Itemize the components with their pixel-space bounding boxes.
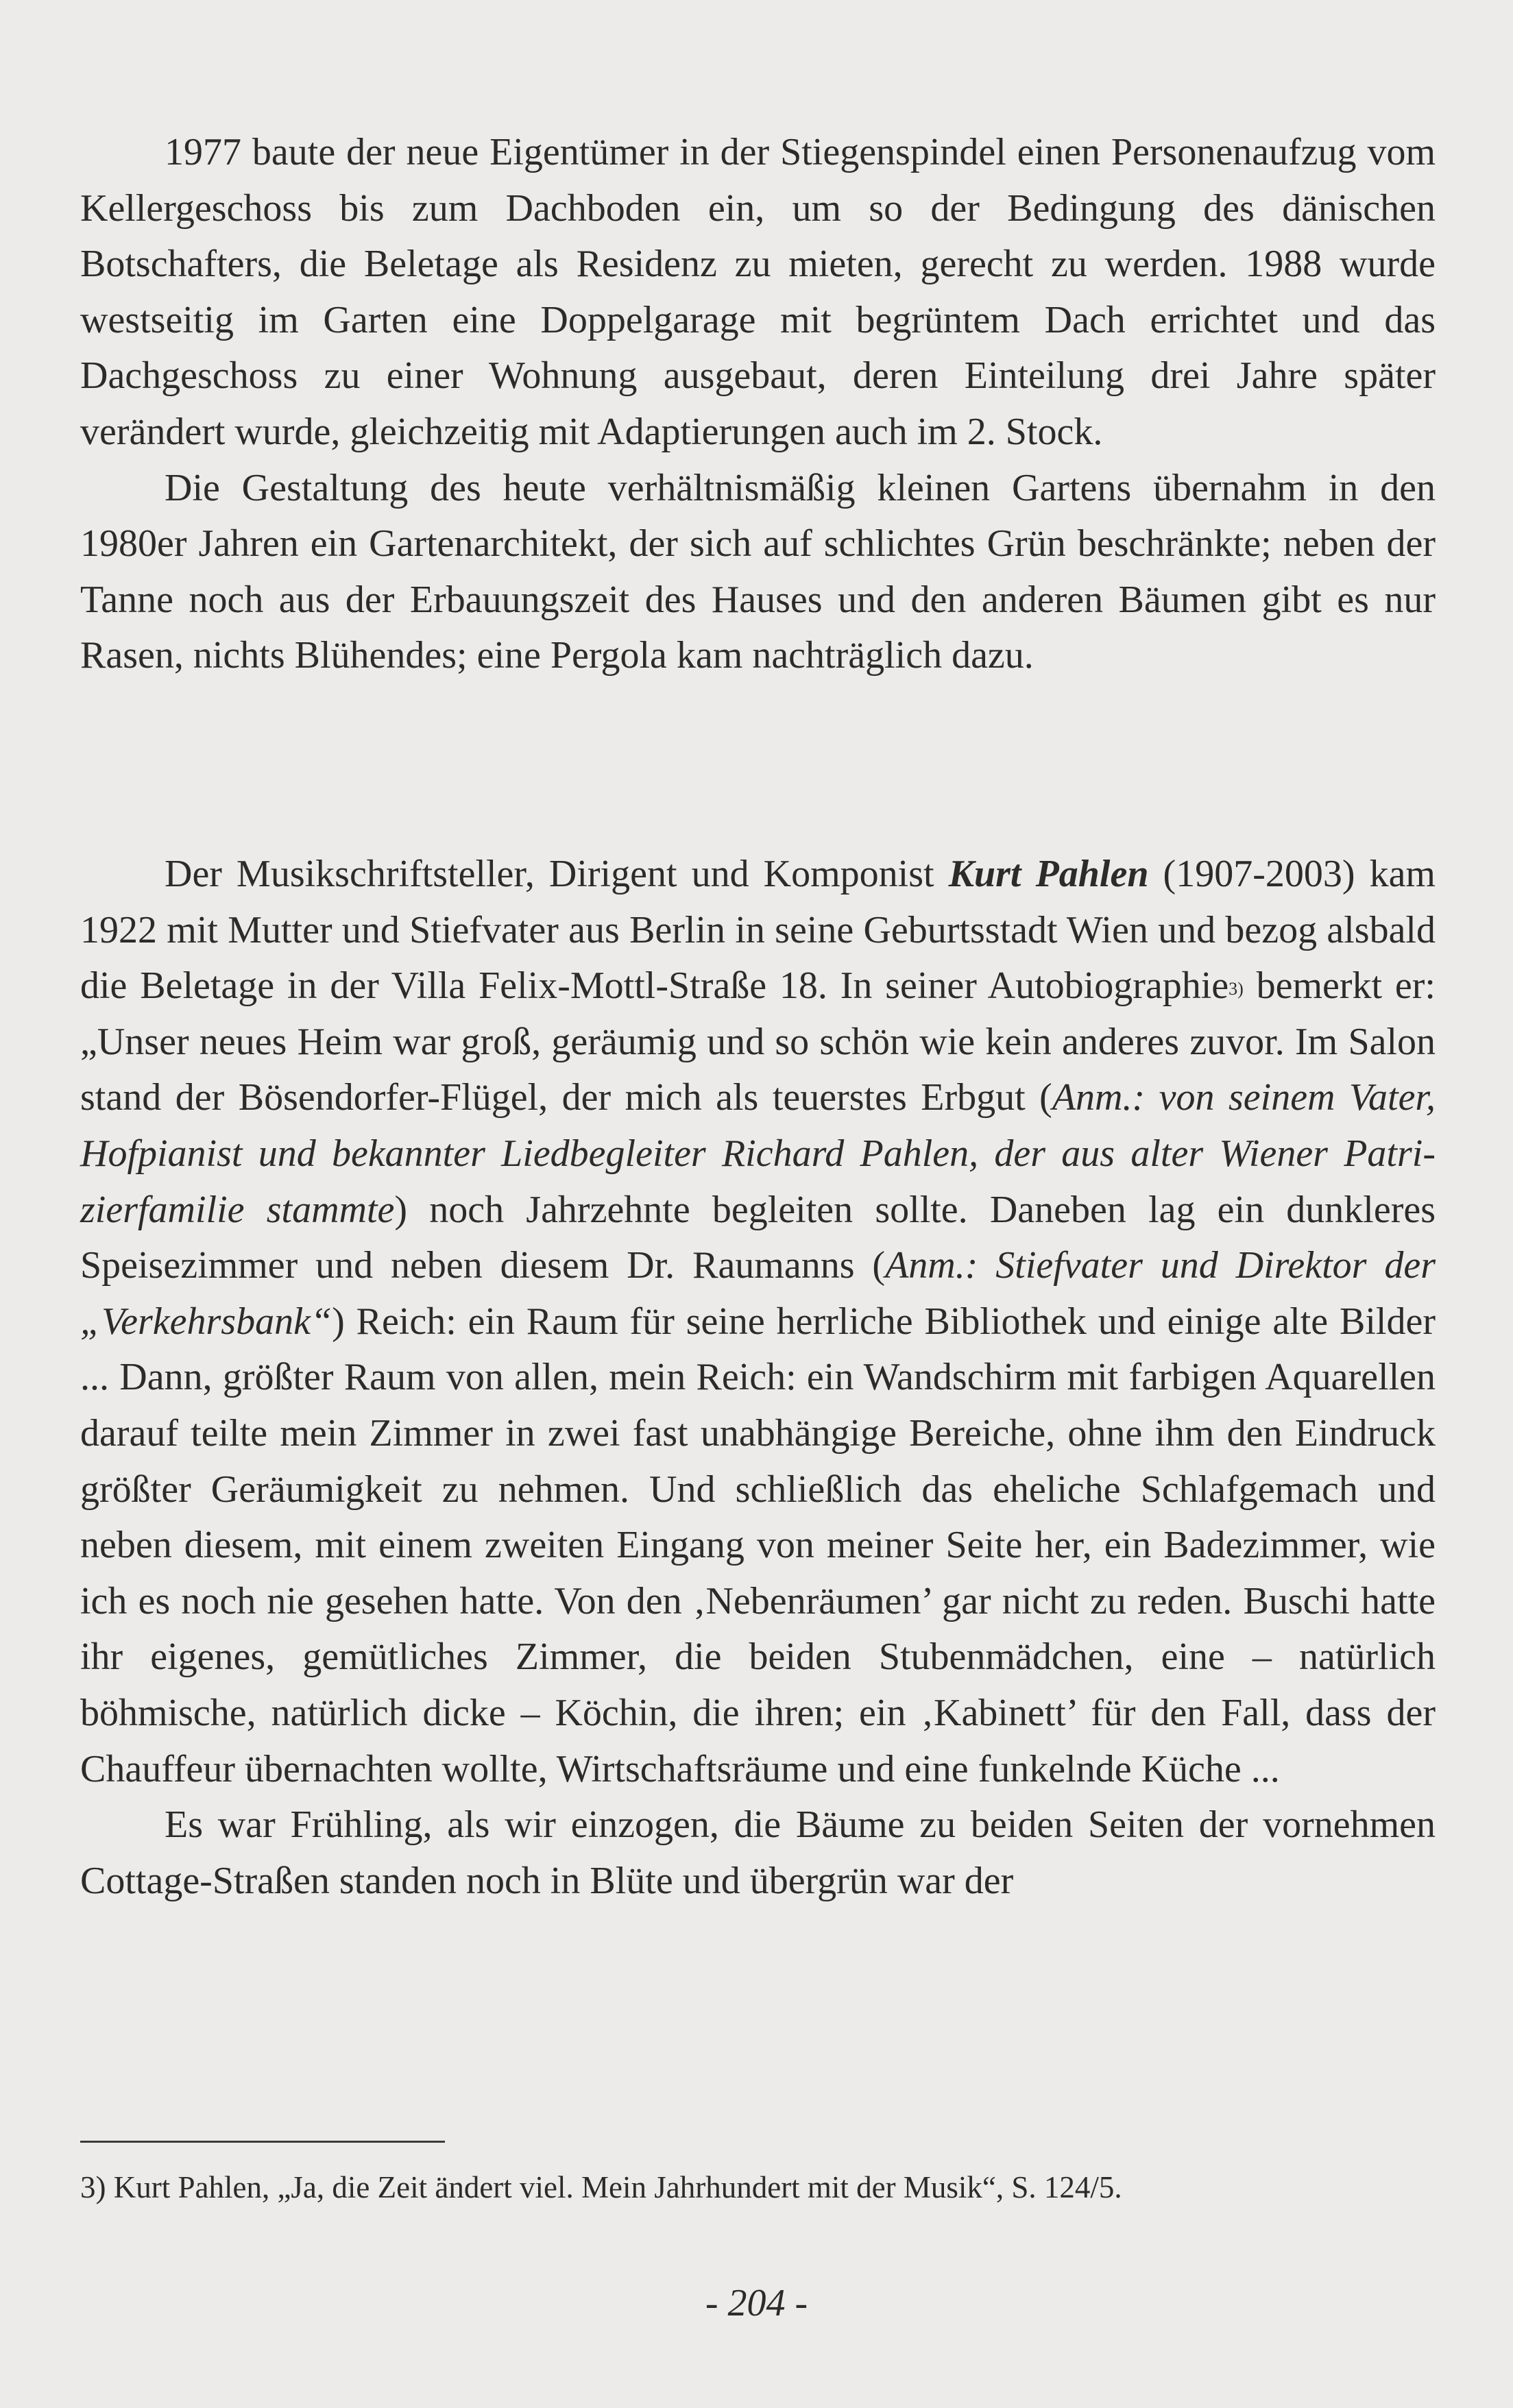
annotation-italic: Anm.: Stiefvater und Direktor der „Verkehrsbank“ (80, 1244, 1436, 1343)
text-run: ) Reich: ein Raum für seine herrliche Bibliothek und einige alte Bilder ... Dann, größter Raum von allen, mein Reich: ein Wandschirm mit farbigen Aquarellen darauf teilte mein Zimmer in zwei fast unabhängige Bereiche, ohne ihm den Eindruck größter Geräumigkeit zu nehmen. Und schließlich das eheliche Schlafgemach und neben diesem, mit einem zweiten Eingang von meiner Seite her, ein Badezimmer, wie ich es noch nie gesehen hatte. Von den ‚Nebenräumen’ gar nicht zu reden. Buschi hatte ihr eigenes, gemütliches Zimmer, die beiden Stubenmädchen, eine – natürlich böhmische, natürlich dicke – Köchin, die ihren; ein ‚Kabinett’ für den Fall, dass der Chauffeur übernachten wollte, Wirtschaftsräume und eine funkelnde Küche ... (80, 1300, 1436, 1790)
text-run: ) noch Jahrzehnte begleiten sollte. Daneben lag ein dunkleres Speisezimmer und neben diesem Dr. Raumanns ( (80, 1188, 1436, 1287)
text-run: Der Musikschriftsteller, Dirigent und Komponist (165, 853, 949, 895)
text-block-pahlen (80, 847, 1436, 1909)
paragraph-spring: Es war Frühling, als wir einzogen, die Bäume zu beiden Seiten der vornehmen Cottage-Straßen standen noch in Blüte und übergrün war der (80, 1803, 1436, 1902)
footnote: 3) Kurt Pahlen, „Ja, die Zeit ändert viel. Mein Jahrhundert mit der Musik“, S. 124/5. (80, 2170, 1122, 2204)
footnote-reference: 3) (1228, 979, 1244, 999)
paragraph-kurt-pahlen (80, 847, 1436, 1797)
text-run: (1907-2003) kam 1922 mit Mutter und Stiefvater aus Berlin in seine Geburtsstadt Wien und bezog alsbald die Beletage in der Villa Felix-Mottl-Straße 18. In seiner Autobiographie (80, 853, 1436, 1008)
text-block-top (80, 125, 1436, 684)
paragraph-elevator-garage: 1977 baute der neue Eigentümer in der Stiegenspindel einen Personenaufzug vom Kellergeschoss bis zum Dachboden ein, um so der Bedingung des dänischen Botschafters, die Beletage als Residenz zu mieten, gerecht zu werden. 1988 wurde westseitig im Garten eine Doppelgarage mit begrüntem Dach errichtet und das Dachgeschoss zu einer Wohnung ausgebaut, deren Einteilung drei Jahre später verändert wurde, gleichzeitig mit Adaptierungen auch im 2. Stock. (80, 131, 1436, 453)
paragraph-garden: Die Gestaltung des heute verhältnismäßig kleinen Gartens übernahm in den 1980er Jahren ein Gartenarchitekt, der sich auf schlichtes Grün beschränkte; neben der Tanne noch aus der Erbauungszeit des Hauses und den anderen Bäumen gibt es nur Rasen, nichts Blühendes; eine Pergola kam nachträglich dazu. (80, 466, 1436, 677)
annotation-italic: Anm.: von seinem Vater, Hofpianist und bekannter Liedbegleiter Richard Pahlen, der aus alter Wiener Patrizierfamilie stammte (80, 1076, 1436, 1231)
person-name-kurt-pahlen: Kurt Pahlen (948, 853, 1149, 895)
footnote-separator (80, 2141, 445, 2143)
text-run: bemerkt er: „Unser neues Heim war groß, geräumig und so schön wie kein anderes zuvor. Im Salon stand der Bösendorfer-Flügel, der mich als teuerstes Erbgut ( (80, 964, 1436, 1119)
page-number: - 204 - (705, 2282, 808, 2324)
